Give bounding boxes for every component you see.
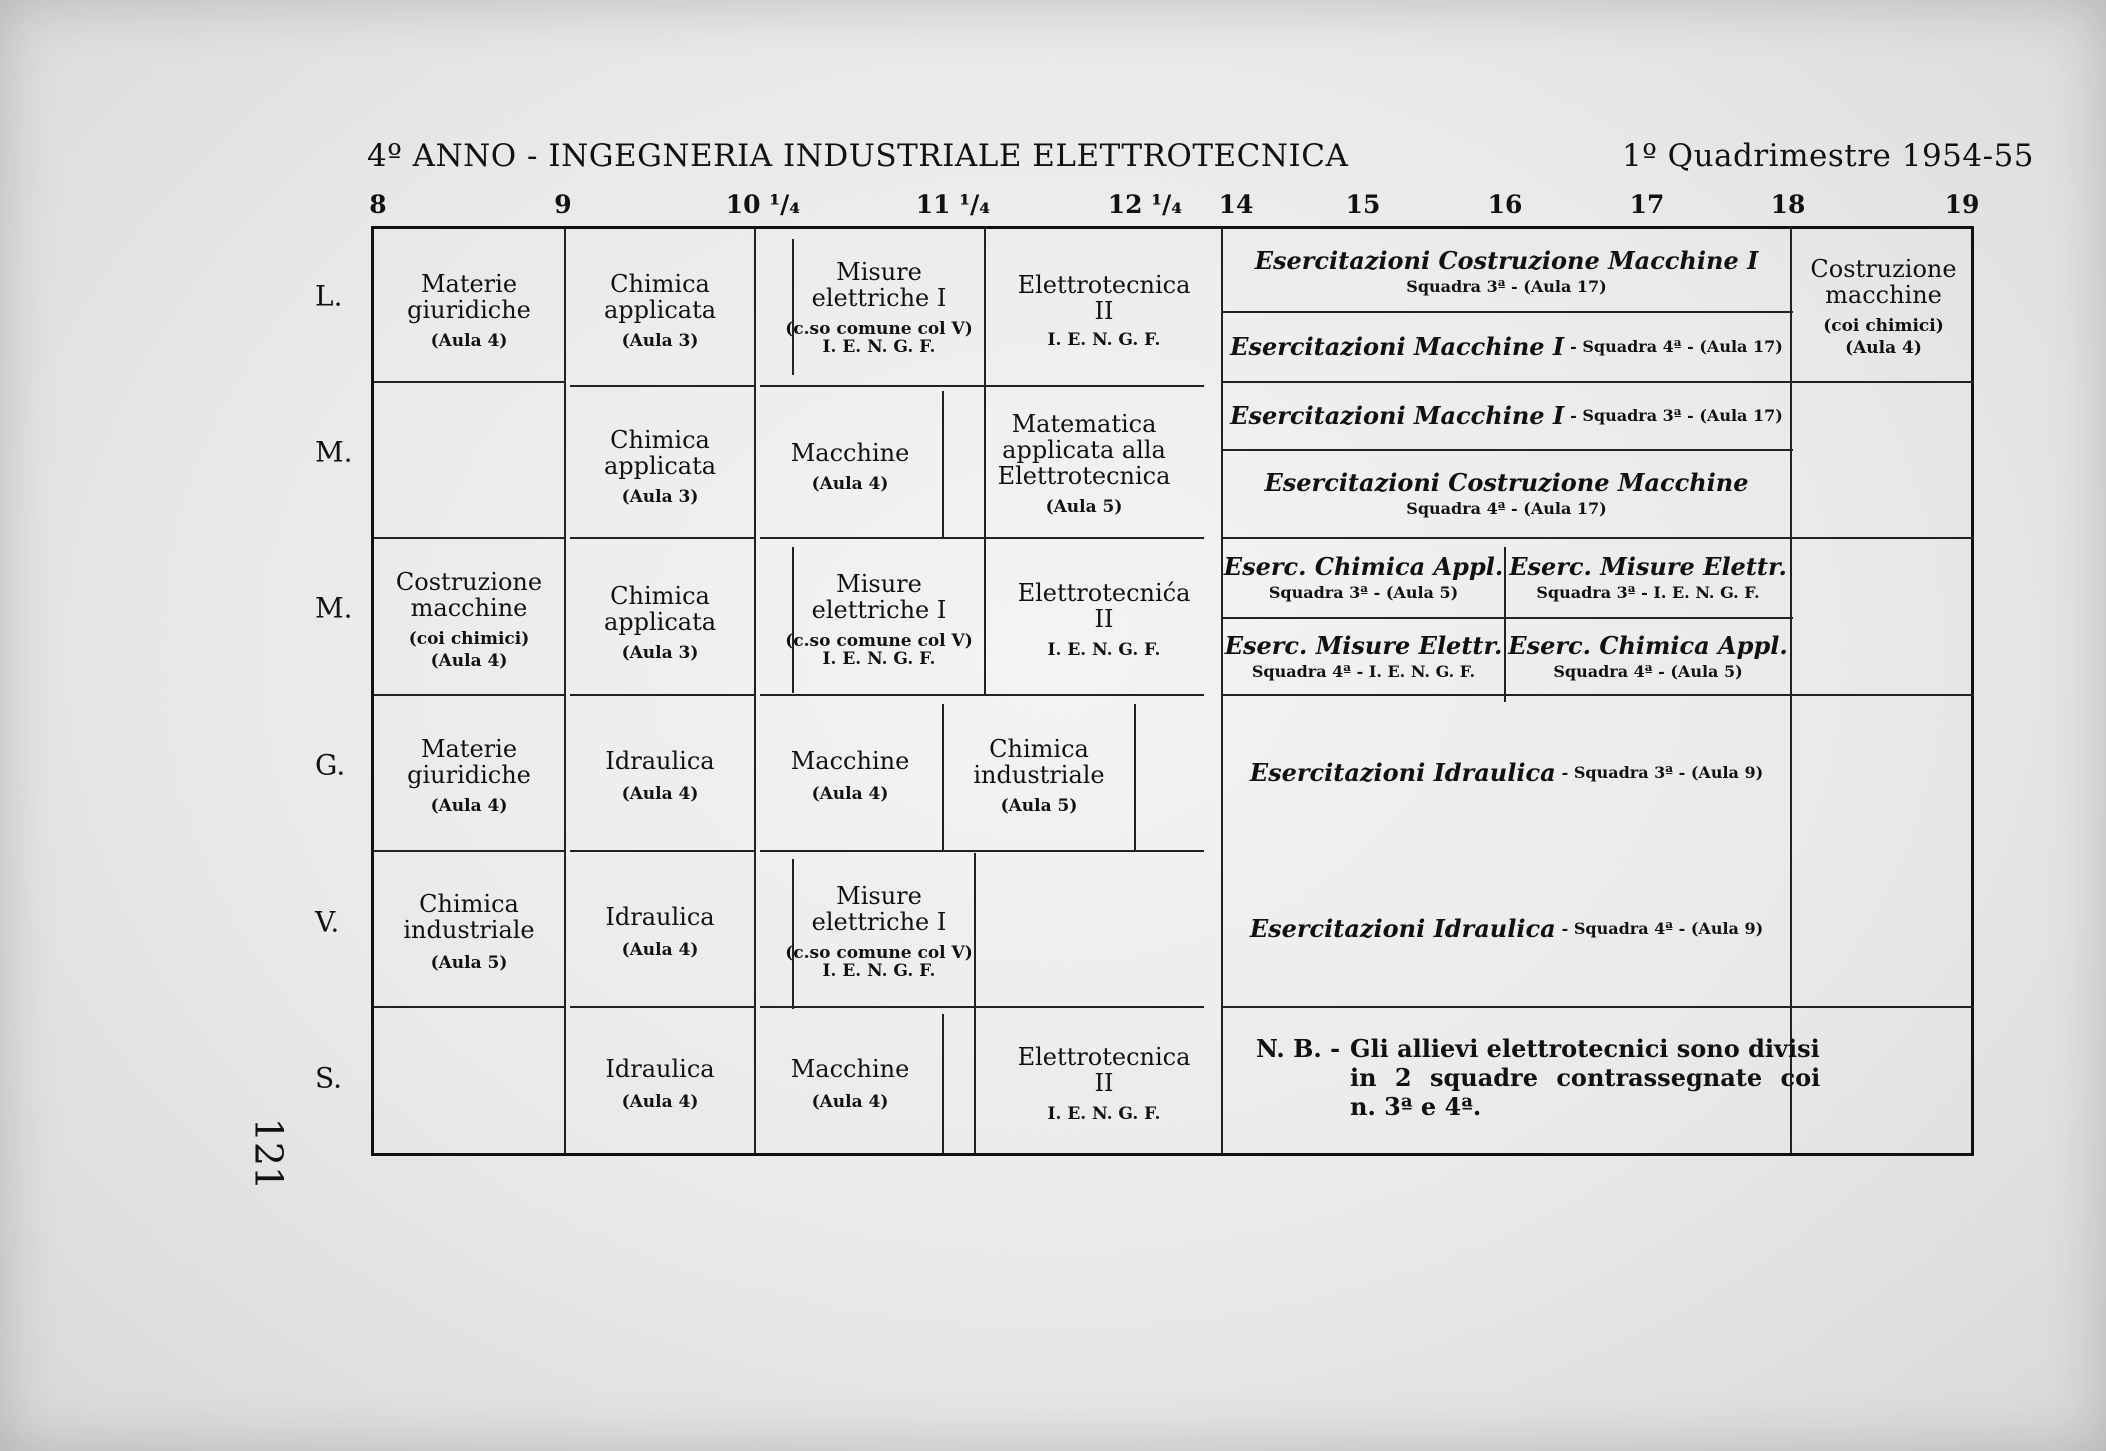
row-divider [1793,694,1971,696]
room-label: (Aula 5) [1045,496,1123,517]
course-name: Materie [420,734,518,763]
course-name: Chimica [610,581,710,610]
slot-tue-4 [946,391,1222,537]
row-divider [570,694,754,696]
time-tick: 11 ¹/₄ [915,190,991,219]
course-name: elettriche I [811,283,947,312]
time-tick: 18 [1770,190,1806,219]
squad-label: - Squadra 4ª - (Aula 17) [1570,337,1783,357]
slot-mon-2 [566,243,754,379]
slot-sat-4 [986,1016,1222,1153]
course-name: industriale [973,760,1105,789]
course-name: II [1094,1069,1114,1098]
slot-mon-pm-right [1793,233,1974,381]
slot-wed-pm-b1 [1223,619,1504,694]
page-title: 4º ANNO - INGEGNERIA INDUSTRIALE ELETTROTECNICA [367,138,1349,174]
slot-wed-2 [566,555,754,691]
squad-label: Squadra 3ª - (Aula 17) [1406,277,1607,297]
column-divider [754,229,756,1153]
course-name: Idraulica [605,902,715,931]
slot-thu-4 [946,704,1132,848]
room-label: (Aula 4) [430,795,508,816]
day-label-tuesday: M. [315,435,353,469]
slot-thu-1 [374,704,564,848]
row-divider [760,1006,1204,1008]
course-name: II [1094,604,1114,633]
slot-sat-2 [566,1016,754,1153]
room-label: I. E. N. G. F. [822,336,936,357]
time-tick: 10 ¹/₄ [725,190,801,219]
slot-tue-2 [566,399,754,535]
course-name: Macchine [790,438,910,467]
slot-wed-pm-a2 [1506,539,1790,617]
day-label-friday: V. [315,905,340,939]
squad-label: Squadra 4ª - (Aula 17) [1406,499,1607,519]
row-divider [374,1006,564,1008]
course-name: applicata [603,295,717,324]
slot-wed-1 [374,547,564,693]
room-label: (Aula 4) [621,939,699,960]
room-label: (Aula 5) [430,952,508,973]
slot-wed-pm-a1 [1223,539,1504,617]
course-name: applicata [603,607,717,636]
course-name: Costruzione [1810,254,1957,283]
course-name: Chimica [989,734,1089,763]
room-label: (Aula 4) [430,650,508,671]
slot-mon-3 [774,237,984,379]
row-divider [374,694,564,696]
row-divider [760,537,1204,539]
course-name: elettriche I [811,907,947,936]
slot-wed-4 [986,547,1222,693]
row-divider [760,385,1204,387]
course-name: Chimica [419,889,519,918]
room-label: (Aula 4) [811,473,889,494]
room-label: (Aula 5) [1000,795,1078,816]
course-name: Elettrotecnica [997,461,1171,490]
row-divider [570,537,754,539]
course-note: (coi chimici) [408,628,530,649]
exercise-title: Eserc. Chimica Appl. [1508,630,1788,660]
course-name: Misure [836,881,922,910]
squad-label: - Squadra 4ª - (Aula 9) [1561,919,1764,939]
course-name: Matematica [1011,409,1157,438]
room-label: (Aula 3) [621,642,699,663]
squad-label: Squadra 3ª - I. E. N. G. F. [1536,583,1760,603]
course-name: applicata alla [1002,435,1166,464]
room-label: (Aula 3) [621,486,699,507]
slot-fri-pm [1223,852,1790,1006]
column-divider [1134,704,1136,850]
squad-label: - Squadra 3ª - (Aula 9) [1561,763,1764,783]
room-label: (Aula 4) [621,783,699,804]
row-divider [374,850,564,852]
course-name: giuridiche [407,295,531,324]
time-tick: 19 [1944,190,1980,219]
course-name: Misure [836,569,922,598]
slot-fri-2 [566,860,754,1004]
course-name: Idraulica [605,1055,715,1084]
room-label: I. E. N. G. F. [822,960,936,981]
squad-label: Squadra 3ª - (Aula 5) [1268,583,1459,603]
slot-fri-3 [774,860,984,1004]
course-name: macchine [410,593,528,622]
course-name: Idraulica [605,746,715,775]
slot-fri-1 [374,860,564,1004]
exercise-title: Eserc. Chimica Appl. [1223,552,1504,582]
column-divider [942,391,944,537]
course-name: macchine [1825,280,1942,309]
room-label: (Aula 4) [811,1092,889,1113]
row-divider [570,385,754,387]
course-name: Macchine [790,1055,910,1084]
row-divider [374,537,564,539]
row-divider [570,850,754,852]
exercise-title: Esercitazioni Idraulica [1249,758,1556,788]
footnote-label: N. B. - [1256,1034,1341,1063]
room-label: (Aula 4) [811,783,889,804]
course-note: (coi chimici) [1823,315,1944,336]
slot-tue-pm-a [1223,383,1790,449]
slot-wed-pm-b2 [1506,619,1790,694]
slot-mon-pm-a [1223,233,1790,311]
exercise-title: Esercitazioni Costruzione Macchine [1264,468,1749,498]
term-label: 1º Quadrimestre 1954-55 [1622,138,2035,174]
time-tick: 8 [369,190,387,219]
room-label: I. E. N. G. F. [1047,329,1161,350]
slot-thu-pm [1223,696,1790,850]
slot-wed-3 [774,547,984,693]
slot-thu-2 [566,704,754,848]
footnote-line: n. 3ª e 4ª. [1350,1092,1482,1121]
column-divider [1790,229,1792,1153]
exercise-title: Eserc. Misure Elettr. [1224,630,1503,660]
squad-label: - Squadra 3ª - (Aula 17) [1570,406,1783,426]
exercise-title: Esercitazioni Idraulica [1249,914,1556,944]
course-name: Elettrotecnica [1017,1043,1191,1072]
course-name: Materie [420,269,518,298]
exercise-title: Esercitazioni Macchine I [1230,332,1565,362]
timetable-grid [371,226,1974,1156]
course-name: Elettrotecnića [1017,578,1191,607]
course-note: (c.so comune col V) [785,942,973,963]
slot-mon-1 [374,243,564,379]
slot-tue-3 [760,399,940,535]
room-label: (Aula 4) [1845,337,1922,358]
room-label: (Aula 3) [621,330,699,351]
room-label: I. E. N. G. F. [822,648,936,669]
room-label: I. E. N. G. F. [1047,639,1161,660]
exercise-title: Esercitazioni Costruzione Macchine I [1254,246,1759,276]
column-divider [942,1014,944,1153]
row-divider [760,850,1204,852]
time-tick: 16 [1487,190,1523,219]
squad-label: Squadra 4ª - I. E. N. G. F. [1251,661,1476,681]
exercise-title: Esercitazioni Macchine I [1230,401,1565,431]
row-divider [570,1006,754,1008]
course-name: applicata [603,451,717,480]
row-divider [374,381,564,383]
slot-sat-3 [760,1016,940,1153]
course-name: II [1094,296,1114,325]
course-name: Chimica [610,425,710,454]
time-tick: 15 [1345,190,1381,219]
slot-thu-3 [760,704,940,848]
course-name: Macchine [790,746,910,775]
page-number: 121 [246,1117,291,1191]
slot-mon-pm-b [1223,313,1790,381]
footnote-line: in 2 squadre contrassegnate coi [1350,1063,1821,1092]
squad-label: Squadra 4ª - (Aula 5) [1553,661,1743,681]
day-label-monday: L. [315,279,343,313]
column-divider [942,704,944,850]
course-note: (c.so comune col V) [785,318,973,339]
slot-tue-pm-b [1223,451,1790,537]
day-label-wednesday: M. [315,591,353,625]
day-label-thursday: G. [315,748,346,782]
course-name: industriale [403,915,535,944]
course-note: (c.so comune col V) [785,630,973,651]
row-divider [760,694,1204,696]
day-label-saturday: S. [315,1061,343,1095]
room-label: (Aula 4) [621,1092,699,1113]
slot-mon-4 [986,243,1222,379]
row-divider [1223,1006,1974,1008]
footnote-line: Gli allievi elettrotecnici sono divisi [1350,1034,1820,1063]
exercise-title: Eserc. Misure Elettr. [1509,552,1787,582]
room-label: (Aula 4) [430,330,508,351]
course-name: elettriche I [811,595,947,624]
time-tick: 14 [1218,190,1254,219]
time-tick: 12 ¹/₄ [1107,190,1183,219]
course-name: giuridiche [407,760,531,789]
course-name: Chimica [610,269,710,298]
course-name: Misure [836,257,922,286]
time-tick: 9 [554,190,572,219]
time-tick: 17 [1629,190,1665,219]
room-label: I. E. N. G. F. [1047,1104,1161,1125]
course-name: Costruzione [395,567,543,596]
course-name: Elettrotecnica [1017,270,1191,299]
